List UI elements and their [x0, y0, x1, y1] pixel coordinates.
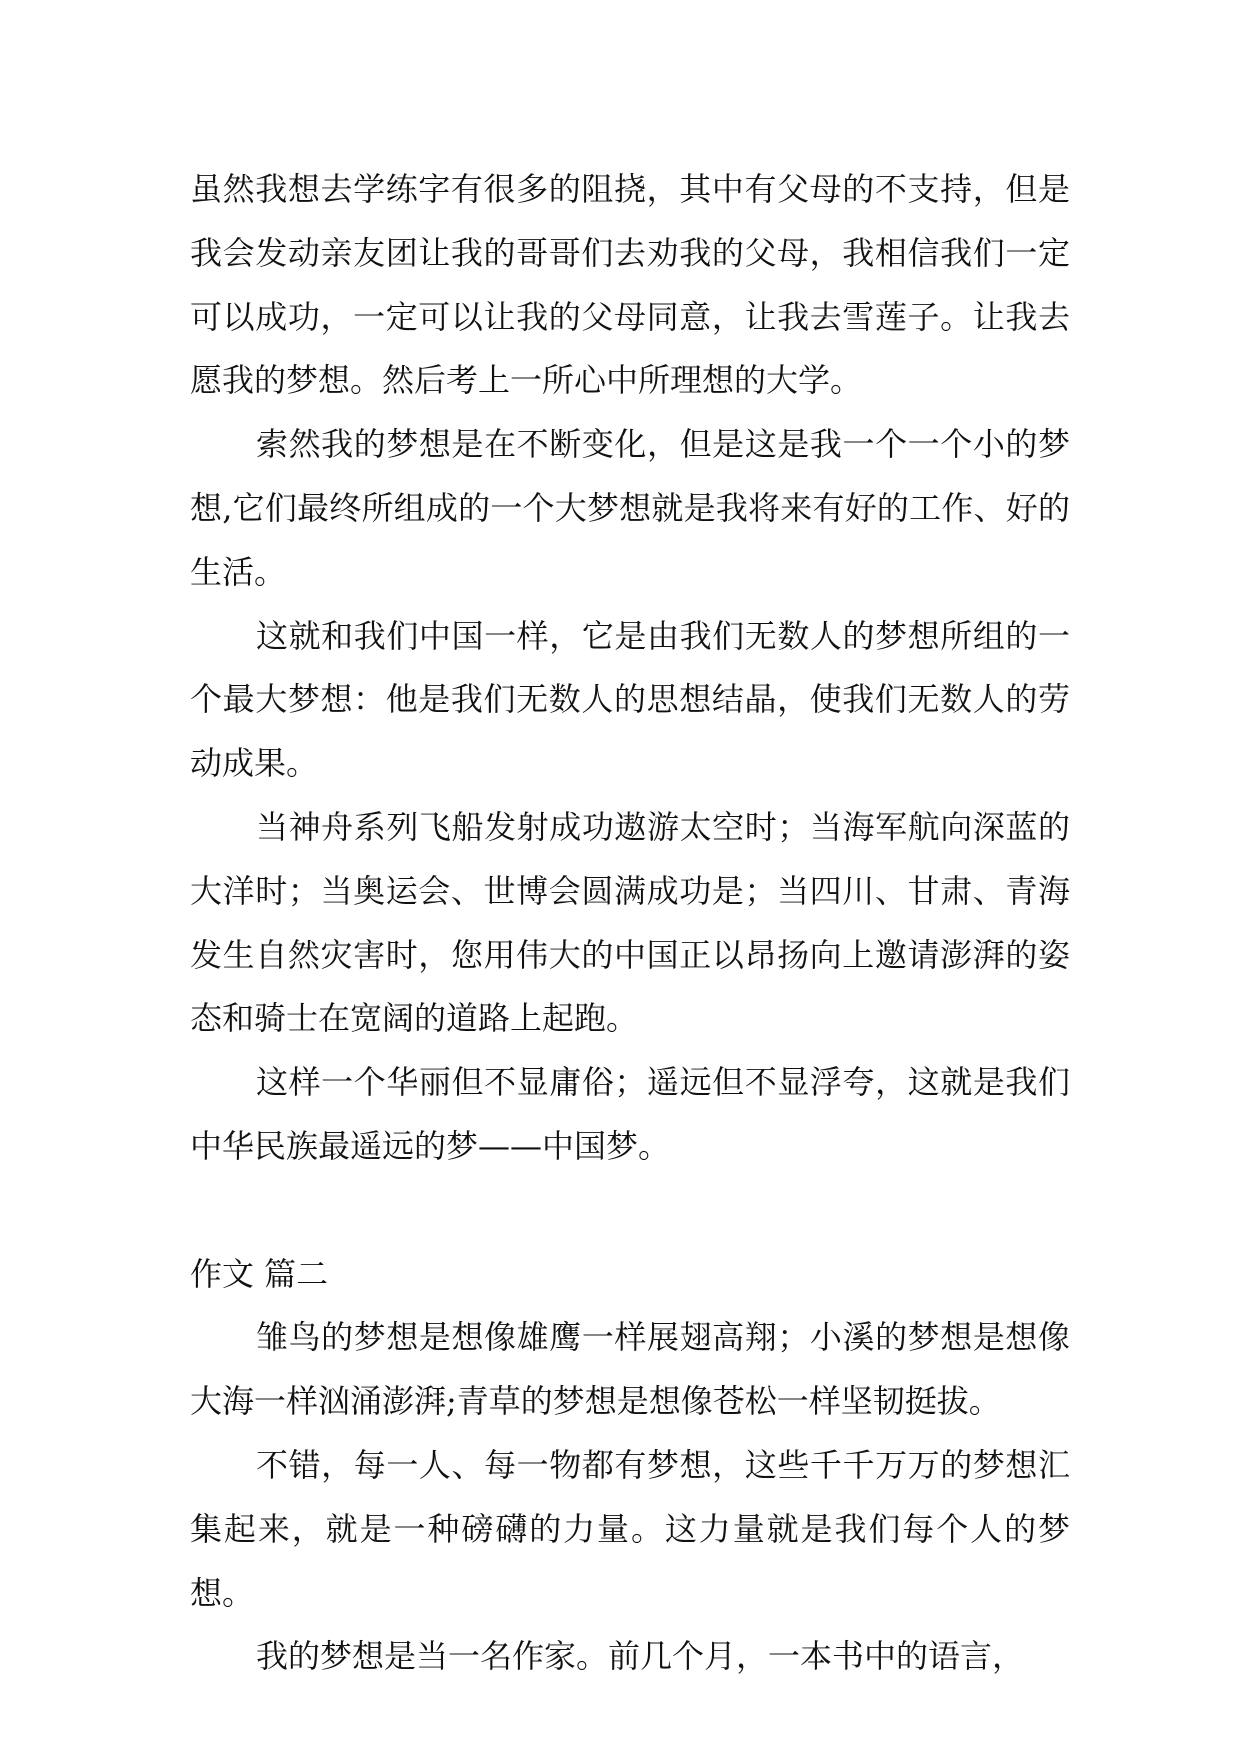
paragraph: 索然我的梦想是在不断变化，但是这是我一个一个小的梦想,它们最终所组成的一个大梦想就是我将来有好的工作、好的生活。: [190, 425, 1070, 591]
paragraph-continuation: 虽然我想去学练字有很多的阻挠，其中有父母的不支持，但是我会发动亲友团让我的哥哥们去劝我的父母，我相信我们一定可以成功，一定可以让我的父母同意，让我去雪莲子。让我去愿我的梦想。然后考上一所心中所理想的大学。: [190, 170, 1070, 400]
section-gap: [190, 1179, 1070, 1243]
paragraph: 这就和我们中国一样，它是由我们无数人的梦想所组的一个最大梦想：他是我们无数人的思想结晶，使我们无数人的劳动成果。: [190, 616, 1070, 783]
paragraph: 雏鸟的梦想是想像雄鹰一样展翅高翔；小溪的梦想是想像大海一样汹涌澎湃;青草的梦想是想像苍松一样坚韧挺拔。: [190, 1318, 1070, 1421]
paragraph: 不错，每一人、每一物都有梦想，这些千千万万的梦想汇集起来，就是一种磅礴的力量。这力量就是我们每个人的梦想。: [190, 1445, 1070, 1612]
document-body: [190, 158, 1070, 1689]
paragraph: 这样一个华丽但不显庸俗；遥远但不显浮夸，这就是我们中华民族最遥远的梦——中国梦。: [190, 1063, 1070, 1165]
paragraph: 我的梦想是当一名作家。前几个月，一本书中的语言，: [256, 1637, 1025, 1676]
section-heading: 作文 篇二: [190, 1254, 329, 1293]
paragraph: 当神舟系列飞船发射成功遨游太空时；当海军航向深蓝的大洋时；当奥运会、世博会圆满成功是；当四川、甘肃、青海发生自然灾害时，您用伟大的中国正以昂扬向上邀请澎湃的姿态和骑士在宽阔的道路上起跑。: [190, 807, 1070, 1038]
